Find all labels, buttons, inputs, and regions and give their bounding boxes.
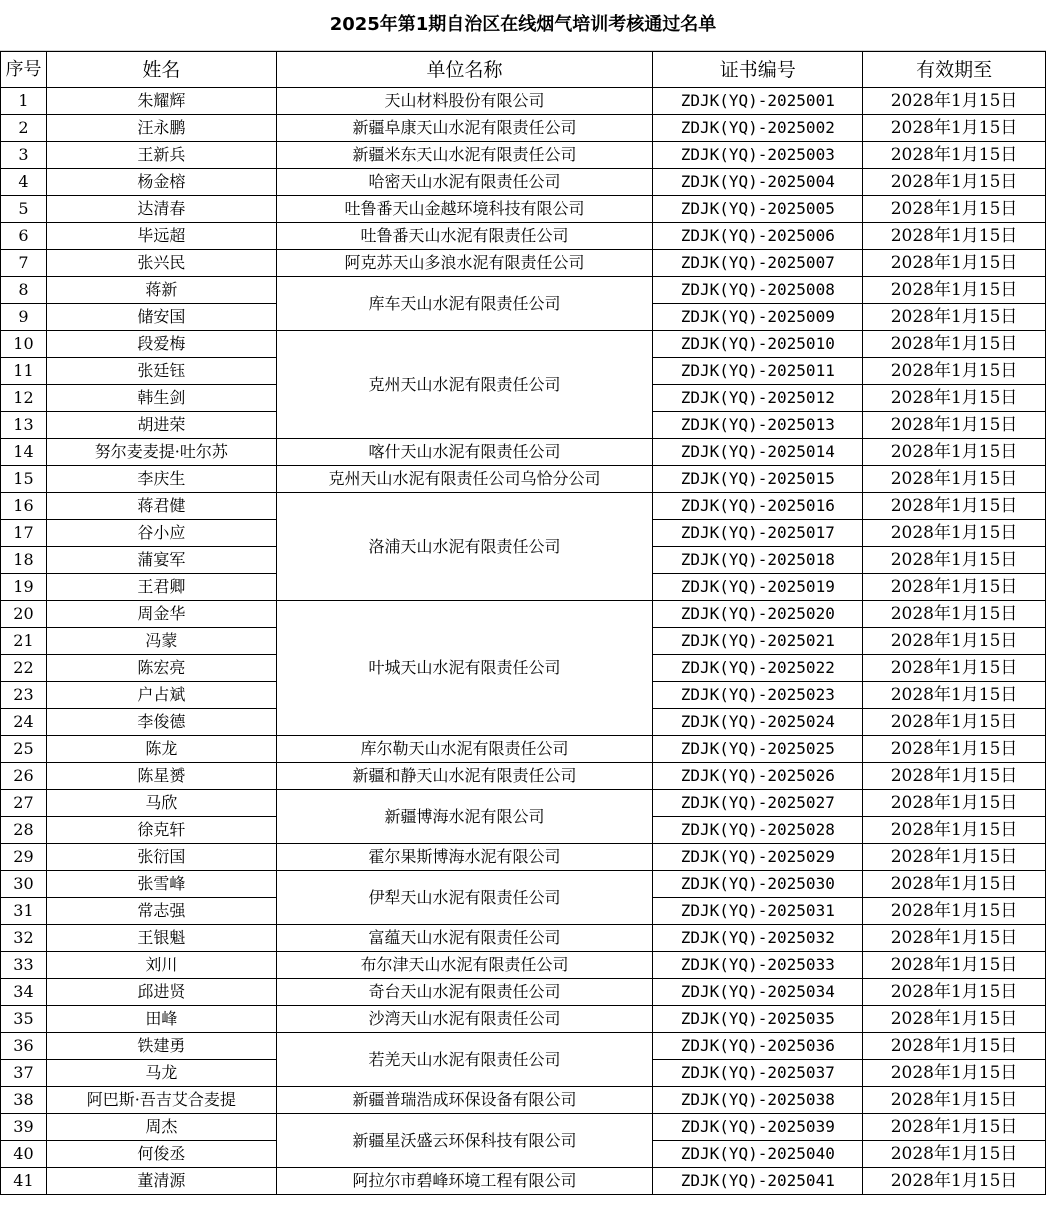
cell-name: 王银魁 [46,925,276,952]
cell-no: 39 [1,1114,47,1141]
cell-name: 李庆生 [46,466,276,493]
cell-no: 20 [1,601,47,628]
table-row [1,871,1046,898]
cell-name: 王新兵 [46,142,276,169]
cell-cert: ZDJK(YQ)-2025041 [653,1168,863,1195]
cell-valid: 2028年1月15日 [863,1141,1046,1168]
cell-valid: 2028年1月15日 [863,1114,1046,1141]
cell-valid: 2028年1月15日 [863,655,1046,682]
cell-unit: 奇台天山水泥有限责任公司 [276,979,653,1006]
cell-no: 18 [1,547,47,574]
cell-cert: ZDJK(YQ)-2025031 [653,898,863,925]
cell-cert: ZDJK(YQ)-2025016 [653,493,863,520]
cell-name: 徐克轩 [46,817,276,844]
cell-unit: 布尔津天山水泥有限责任公司 [276,952,653,979]
header-unit: 单位名称 [276,52,653,88]
table-body [1,88,1046,1195]
table-row [1,601,1046,628]
cell-name: 蒋新 [46,277,276,304]
cell-no: 37 [1,1060,47,1087]
cell-no: 33 [1,952,47,979]
table-row [1,790,1046,817]
cell-cert: ZDJK(YQ)-2025023 [653,682,863,709]
cell-name: 田峰 [46,1006,276,1033]
cell-valid: 2028年1月15日 [863,115,1046,142]
cell-unit: 阿克苏天山多浪水泥有限责任公司 [276,250,653,277]
cell-valid: 2028年1月15日 [863,709,1046,736]
cell-valid: 2028年1月15日 [863,169,1046,196]
cell-valid: 2028年1月15日 [863,385,1046,412]
cell-valid: 2028年1月15日 [863,466,1046,493]
cell-name: 张兴民 [46,250,276,277]
cell-cert: ZDJK(YQ)-2025006 [653,223,863,250]
cell-unit: 天山材料股份有限公司 [276,88,653,115]
cell-no: 6 [1,223,47,250]
cell-cert: ZDJK(YQ)-2025034 [653,979,863,1006]
cell-name: 户占斌 [46,682,276,709]
cell-unit: 若羌天山水泥有限责任公司 [276,1033,653,1087]
table-row [1,223,1046,250]
header-name: 姓名 [46,52,276,88]
cell-unit: 新疆博海水泥有限公司 [276,790,653,844]
cell-cert: ZDJK(YQ)-2025032 [653,925,863,952]
cell-no: 30 [1,871,47,898]
cell-no: 38 [1,1087,47,1114]
cell-name: 阿巴斯·吾吉艾合麦提 [46,1087,276,1114]
cell-valid: 2028年1月15日 [863,142,1046,169]
cell-name: 马欣 [46,790,276,817]
cell-unit: 新疆阜康天山水泥有限责任公司 [276,115,653,142]
table-row [1,1114,1046,1141]
cell-valid: 2028年1月15日 [863,250,1046,277]
cell-no: 10 [1,331,47,358]
cell-valid: 2028年1月15日 [863,520,1046,547]
cell-name: 谷小应 [46,520,276,547]
header-no: 序号 [1,52,47,88]
cell-name: 张衍国 [46,844,276,871]
cell-no: 2 [1,115,47,142]
cell-name: 陈龙 [46,736,276,763]
cell-unit: 新疆米东天山水泥有限责任公司 [276,142,653,169]
cell-no: 25 [1,736,47,763]
cell-valid: 2028年1月15日 [863,628,1046,655]
cell-valid: 2028年1月15日 [863,88,1046,115]
cell-name: 陈星赟 [46,763,276,790]
cell-name: 陈宏亮 [46,655,276,682]
cell-cert: ZDJK(YQ)-2025029 [653,844,863,871]
cell-no: 32 [1,925,47,952]
cell-no: 31 [1,898,47,925]
cell-cert: ZDJK(YQ)-2025010 [653,331,863,358]
cell-valid: 2028年1月15日 [863,412,1046,439]
cell-cert: ZDJK(YQ)-2025014 [653,439,863,466]
table-row [1,196,1046,223]
cell-no: 15 [1,466,47,493]
cell-no: 22 [1,655,47,682]
cell-valid: 2028年1月15日 [863,1168,1046,1195]
cell-valid: 2028年1月15日 [863,979,1046,1006]
cell-name: 蒲宴军 [46,547,276,574]
table-row [1,1087,1046,1114]
cell-cert: ZDJK(YQ)-2025015 [653,466,863,493]
cell-cert: ZDJK(YQ)-2025008 [653,277,863,304]
cell-cert: ZDJK(YQ)-2025030 [653,871,863,898]
table-row [1,142,1046,169]
cell-name: 韩生剑 [46,385,276,412]
cell-name: 铁建勇 [46,1033,276,1060]
cell-no: 14 [1,439,47,466]
cell-name: 周杰 [46,1114,276,1141]
cell-cert: ZDJK(YQ)-2025037 [653,1060,863,1087]
cell-valid: 2028年1月15日 [863,358,1046,385]
cell-no: 9 [1,304,47,331]
table-row [1,925,1046,952]
document-title: 2025年第1期自治区在线烟气培训考核通过名单 [0,0,1046,51]
cell-name: 朱耀辉 [46,88,276,115]
table-row [1,466,1046,493]
cell-cert: ZDJK(YQ)-2025005 [653,196,863,223]
cell-name: 张廷钰 [46,358,276,385]
cell-no: 7 [1,250,47,277]
cell-cert: ZDJK(YQ)-2025040 [653,1141,863,1168]
table-row [1,493,1046,520]
header-cert: 证书编号 [653,52,863,88]
cell-valid: 2028年1月15日 [863,547,1046,574]
cell-cert: ZDJK(YQ)-2025001 [653,88,863,115]
cell-no: 27 [1,790,47,817]
cell-unit: 富蕴天山水泥有限责任公司 [276,925,653,952]
cell-cert: ZDJK(YQ)-2025025 [653,736,863,763]
cell-name: 杨金榕 [46,169,276,196]
cell-no: 26 [1,763,47,790]
header-row [1,52,1046,88]
cell-name: 蒋君健 [46,493,276,520]
cell-cert: ZDJK(YQ)-2025026 [653,763,863,790]
cell-no: 24 [1,709,47,736]
cell-valid: 2028年1月15日 [863,736,1046,763]
cell-unit: 哈密天山水泥有限责任公司 [276,169,653,196]
cell-cert: ZDJK(YQ)-2025012 [653,385,863,412]
cell-name: 毕远超 [46,223,276,250]
cell-name: 段爱梅 [46,331,276,358]
cell-unit: 喀什天山水泥有限责任公司 [276,439,653,466]
cell-no: 36 [1,1033,47,1060]
cell-no: 21 [1,628,47,655]
cell-cert: ZDJK(YQ)-2025009 [653,304,863,331]
cell-unit: 洛浦天山水泥有限责任公司 [276,493,653,601]
cell-name: 储安国 [46,304,276,331]
cell-unit: 克州天山水泥有限责任公司乌恰分公司 [276,466,653,493]
table-row [1,736,1046,763]
table-row [1,169,1046,196]
cell-no: 13 [1,412,47,439]
cell-unit: 新疆普瑞浩成环保设备有限公司 [276,1087,653,1114]
results-table [0,51,1046,1195]
cell-cert: ZDJK(YQ)-2025021 [653,628,863,655]
table-row [1,1033,1046,1060]
table-row [1,1168,1046,1195]
cell-no: 12 [1,385,47,412]
cell-no: 40 [1,1141,47,1168]
cell-name: 李俊德 [46,709,276,736]
cell-name: 张雪峰 [46,871,276,898]
cell-valid: 2028年1月15日 [863,898,1046,925]
cell-name: 汪永鹏 [46,115,276,142]
cell-valid: 2028年1月15日 [863,439,1046,466]
cell-no: 3 [1,142,47,169]
table-row [1,979,1046,1006]
cell-unit: 库车天山水泥有限责任公司 [276,277,653,331]
cell-no: 41 [1,1168,47,1195]
table-row [1,1006,1046,1033]
cell-valid: 2028年1月15日 [863,763,1046,790]
cell-name: 冯蒙 [46,628,276,655]
table-row [1,277,1046,304]
cell-valid: 2028年1月15日 [863,331,1046,358]
cell-cert: ZDJK(YQ)-2025036 [653,1033,863,1060]
cell-cert: ZDJK(YQ)-2025019 [653,574,863,601]
cell-no: 23 [1,682,47,709]
cell-no: 11 [1,358,47,385]
cell-name: 王君卿 [46,574,276,601]
cell-unit: 吐鲁番天山金越环境科技有限公司 [276,196,653,223]
cell-unit: 克州天山水泥有限责任公司 [276,331,653,439]
cell-valid: 2028年1月15日 [863,277,1046,304]
cell-unit: 伊犁天山水泥有限责任公司 [276,871,653,925]
cell-no: 8 [1,277,47,304]
cell-cert: ZDJK(YQ)-2025028 [653,817,863,844]
cell-unit: 新疆星沃盛云环保科技有限公司 [276,1114,653,1168]
table-row [1,115,1046,142]
cell-cert: ZDJK(YQ)-2025018 [653,547,863,574]
cell-valid: 2028年1月15日 [863,817,1046,844]
cell-unit: 霍尔果斯博海水泥有限公司 [276,844,653,871]
cell-cert: ZDJK(YQ)-2025013 [653,412,863,439]
cell-cert: ZDJK(YQ)-2025033 [653,952,863,979]
cell-unit: 阿拉尔市碧峰环境工程有限公司 [276,1168,653,1195]
cell-name: 刘川 [46,952,276,979]
cell-valid: 2028年1月15日 [863,790,1046,817]
table-row [1,250,1046,277]
cell-valid: 2028年1月15日 [863,223,1046,250]
cell-cert: ZDJK(YQ)-2025020 [653,601,863,628]
cell-valid: 2028年1月15日 [863,1006,1046,1033]
cell-valid: 2028年1月15日 [863,1087,1046,1114]
cell-no: 1 [1,88,47,115]
cell-valid: 2028年1月15日 [863,952,1046,979]
cell-no: 16 [1,493,47,520]
cell-cert: ZDJK(YQ)-2025004 [653,169,863,196]
cell-no: 28 [1,817,47,844]
cell-valid: 2028年1月15日 [863,925,1046,952]
cell-cert: ZDJK(YQ)-2025035 [653,1006,863,1033]
cell-name: 常志强 [46,898,276,925]
cell-no: 17 [1,520,47,547]
cell-no: 29 [1,844,47,871]
cell-cert: ZDJK(YQ)-2025002 [653,115,863,142]
cell-unit: 吐鲁番天山水泥有限责任公司 [276,223,653,250]
cell-cert: ZDJK(YQ)-2025003 [653,142,863,169]
cell-no: 4 [1,169,47,196]
cell-unit: 叶城天山水泥有限责任公司 [276,601,653,736]
cell-cert: ZDJK(YQ)-2025022 [653,655,863,682]
cell-cert: ZDJK(YQ)-2025024 [653,709,863,736]
cell-valid: 2028年1月15日 [863,574,1046,601]
cell-no: 5 [1,196,47,223]
cell-cert: ZDJK(YQ)-2025011 [653,358,863,385]
cell-name: 马龙 [46,1060,276,1087]
cell-cert: ZDJK(YQ)-2025038 [653,1087,863,1114]
cell-cert: ZDJK(YQ)-2025017 [653,520,863,547]
cell-valid: 2028年1月15日 [863,601,1046,628]
cell-valid: 2028年1月15日 [863,682,1046,709]
cell-no: 34 [1,979,47,1006]
cell-valid: 2028年1月15日 [863,844,1046,871]
cell-no: 35 [1,1006,47,1033]
table-row [1,331,1046,358]
cell-name: 周金华 [46,601,276,628]
cell-cert: ZDJK(YQ)-2025007 [653,250,863,277]
table-row [1,88,1046,115]
cell-cert: ZDJK(YQ)-2025039 [653,1114,863,1141]
cell-valid: 2028年1月15日 [863,493,1046,520]
cell-valid: 2028年1月15日 [863,871,1046,898]
cell-name: 胡进荣 [46,412,276,439]
table-row [1,763,1046,790]
cell-valid: 2028年1月15日 [863,196,1046,223]
cell-name: 邱进贤 [46,979,276,1006]
cell-valid: 2028年1月15日 [863,1060,1046,1087]
cell-name: 努尔麦麦提·吐尔苏 [46,439,276,466]
cell-valid: 2028年1月15日 [863,1033,1046,1060]
cell-name: 达清春 [46,196,276,223]
cell-valid: 2028年1月15日 [863,304,1046,331]
cell-unit: 库尔勒天山水泥有限责任公司 [276,736,653,763]
header-valid: 有效期至 [863,52,1046,88]
cell-unit: 沙湾天山水泥有限责任公司 [276,1006,653,1033]
cell-no: 19 [1,574,47,601]
table-row [1,439,1046,466]
table-row [1,952,1046,979]
cell-name: 何俊丞 [46,1141,276,1168]
cell-cert: ZDJK(YQ)-2025027 [653,790,863,817]
cell-name: 董清源 [46,1168,276,1195]
cell-unit: 新疆和静天山水泥有限责任公司 [276,763,653,790]
table-row [1,844,1046,871]
